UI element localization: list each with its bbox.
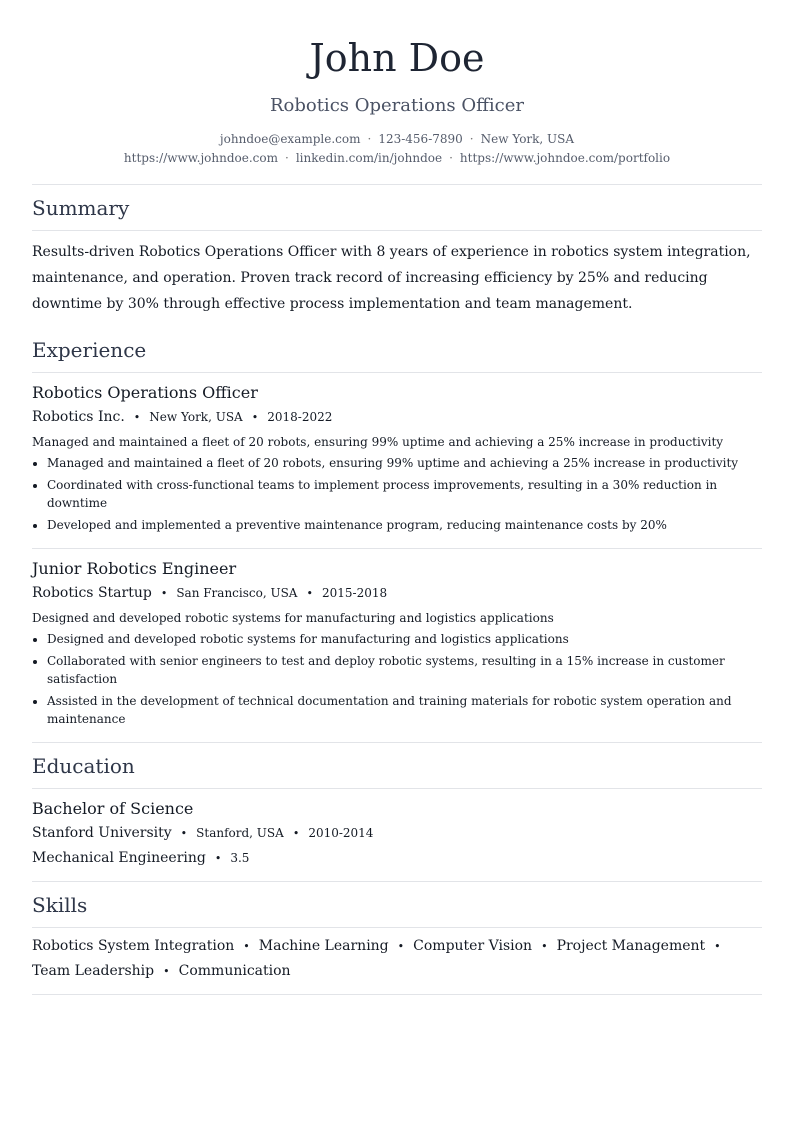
job-dates: 2018-2022 xyxy=(267,410,333,424)
school-name: Stanford University xyxy=(32,825,172,841)
education-entry xyxy=(32,789,762,881)
education-dates: 2010-2014 xyxy=(308,826,374,840)
education-heading: Education xyxy=(32,754,135,778)
experience-entry xyxy=(32,373,762,548)
bullet-dot: • xyxy=(133,411,141,424)
summary-heading: Summary xyxy=(32,196,130,220)
list-item: Coordinated with cross-functional teams to implement process improvements, resulting in a 30% reduction in downtime xyxy=(32,476,762,512)
job-description: Managed and maintained a fleet of 20 robots, ensuring 99% uptime and achieving a 25% increase in productivity xyxy=(32,435,724,449)
education-field xyxy=(32,846,762,871)
job-title: Robotics Operations Officer xyxy=(32,383,258,402)
separator: · xyxy=(285,151,289,165)
skill-item: Project Management xyxy=(556,938,706,954)
summary-text: Results-driven Robotics Operations Officer with 8 years of experience in robotics system integration, maintenance, and operation. Proven track record of increasing efficiency by 25% and reducing downtime by 30% through effective process implementation and team management. xyxy=(32,244,751,312)
list-item: Managed and maintained a fleet of 20 robots, ensuring 99% uptime and achieving a 25% increase in productivity xyxy=(32,454,762,472)
bullet-dot: • xyxy=(180,827,188,840)
skills-list xyxy=(32,928,762,994)
list-item: Assisted in the development of technical documentation and training materials for robotic system operation and maintenance xyxy=(32,692,762,728)
bullet-dot: • xyxy=(243,940,250,953)
section-divider xyxy=(32,994,762,995)
bullet-dot: • xyxy=(251,411,259,424)
contact-line-primary xyxy=(32,130,762,149)
separator: · xyxy=(469,132,474,146)
phone-text: 123-456-7890 xyxy=(378,132,463,146)
bullet-dot: • xyxy=(714,940,721,953)
job-bullets xyxy=(32,454,762,534)
list-item: Collaborated with senior engineers to test and deploy robotic systems, resulting in a 15% increase in customer satisfaction xyxy=(32,652,762,688)
job-dates: 2015-2018 xyxy=(321,586,388,600)
experience-entry xyxy=(32,549,762,742)
skill-item: Communication xyxy=(178,963,291,979)
skill-item: Robotics System Integration xyxy=(32,938,235,954)
school-location: Stanford, USA xyxy=(196,826,284,840)
bullet-dot: • xyxy=(292,827,300,840)
experience-heading: Experience xyxy=(32,338,147,362)
job-title: Junior Robotics Engineer xyxy=(32,559,237,578)
skill-item: Team Leadership xyxy=(32,963,155,979)
email-link[interactable]: johndoe@example.com xyxy=(219,132,361,146)
job-description: Designed and developed robotic systems for manufacturing and logistics applications xyxy=(32,611,554,625)
bullet-dot: • xyxy=(214,852,222,865)
education-meta xyxy=(32,821,762,846)
bullet-dot: • xyxy=(541,940,548,953)
linkedin-link[interactable]: linkedin.com/in/johndoe xyxy=(295,151,443,165)
company-name: Robotics Inc. xyxy=(32,409,125,425)
job-location: San Francisco, USA xyxy=(176,586,298,600)
resume-header xyxy=(32,36,762,168)
bullet-dot: • xyxy=(160,587,168,600)
skill-item: Machine Learning xyxy=(258,938,389,954)
skills-heading: Skills xyxy=(32,893,88,917)
bullet-dot: • xyxy=(163,965,170,978)
separator: · xyxy=(449,151,453,165)
website-link[interactable]: https://www.johndoe.com xyxy=(123,151,279,165)
skill-item: Computer Vision xyxy=(413,938,533,954)
company-name: Robotics Startup xyxy=(32,585,152,601)
bullet-dot: • xyxy=(306,587,313,600)
bullet-dot: • xyxy=(397,940,405,953)
job-location: New York, USA xyxy=(149,410,243,424)
field-of-study: Mechanical Engineering xyxy=(32,850,206,866)
list-item: Designed and developed robotic systems for manufacturing and logistics applications xyxy=(32,630,762,648)
gpa-value: 3.5 xyxy=(230,851,250,865)
job-meta xyxy=(32,405,762,430)
job-bullets xyxy=(32,630,762,728)
contact-line-links xyxy=(32,149,762,168)
separator: · xyxy=(367,132,372,146)
job-meta xyxy=(32,581,762,606)
candidate-name: John Doe xyxy=(309,36,485,80)
degree-title: Bachelor of Science xyxy=(32,799,194,818)
portfolio-link[interactable]: https://www.johndoe.com/portfolio xyxy=(459,151,671,165)
location-text: New York, USA xyxy=(480,132,575,146)
candidate-title: Robotics Operations Officer xyxy=(269,95,525,116)
list-item: Developed and implemented a preventive maintenance program, reducing maintenance costs by 20% xyxy=(32,516,762,534)
